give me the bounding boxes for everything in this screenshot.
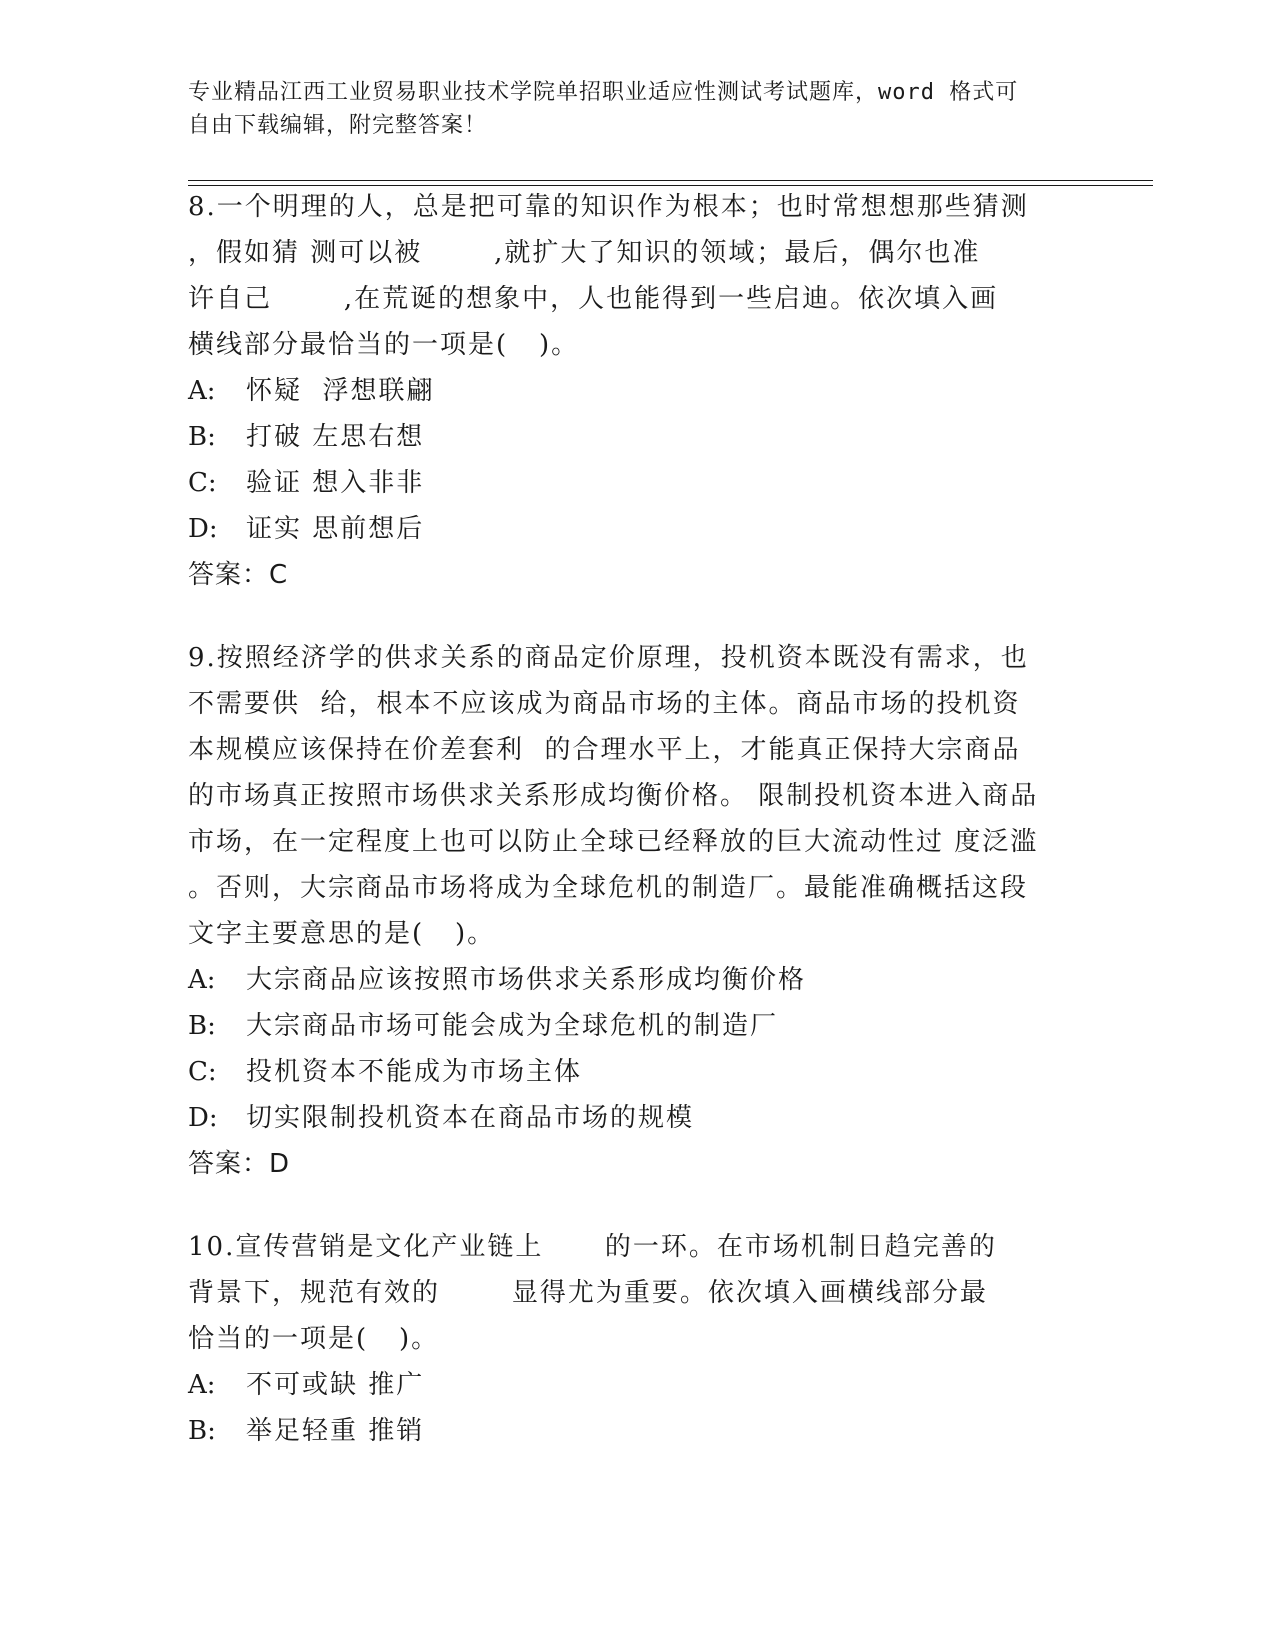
option-text: 切实限制投机资本在商品市场的规模 bbox=[246, 1103, 695, 1133]
option-text: 投机资本不能成为市场主体 bbox=[246, 1057, 583, 1087]
option-text: 大宗商品应该按照市场供求关系形成均衡价格 bbox=[246, 965, 807, 995]
option-a bbox=[188, 368, 1088, 414]
question-text-line: 本规模应该保持在价差套利 的合理水平上，才能真正保持大宗商品 bbox=[188, 735, 1021, 765]
question-text-line: ，假如猜 测可以被 ,就扩大了知识的领域；最后，偶尔也准 bbox=[188, 238, 981, 268]
option-label: A: bbox=[188, 1370, 216, 1400]
question-9 bbox=[188, 635, 1088, 1187]
option-b bbox=[188, 1003, 1088, 1049]
option-c bbox=[188, 460, 1088, 506]
option-b bbox=[188, 1408, 1088, 1454]
question-text-line: 许自己 ,在荒诞的想象中，人也能得到一些启迪。依次填入画 bbox=[188, 284, 999, 314]
option-label: B: bbox=[188, 1416, 216, 1446]
question-text-line: 文字主要意思的是( )。 bbox=[188, 919, 496, 949]
option-label: B: bbox=[188, 1011, 216, 1041]
option-c bbox=[188, 1049, 1088, 1095]
question-text-line: 市场，在一定程度上也可以防止全球已经释放的巨大流动性过 度泛滥 bbox=[188, 827, 1039, 857]
question-text-line: 的市场真正按照市场供求关系形成均衡价格。 限制投机资本进入商品 bbox=[188, 781, 1039, 811]
header-divider-top bbox=[188, 180, 1153, 181]
option-text: 不可或缺 推广 bbox=[246, 1370, 425, 1400]
option-b bbox=[188, 414, 1088, 460]
question-8 bbox=[188, 184, 1088, 598]
option-text: 打破 左思右想 bbox=[246, 422, 425, 452]
answer: 答案：C bbox=[188, 560, 289, 590]
question-10 bbox=[188, 1224, 1088, 1454]
option-label: A: bbox=[188, 376, 216, 406]
option-text: 举足轻重 推销 bbox=[246, 1416, 425, 1446]
question-text-line: 恰当的一项是( )。 bbox=[188, 1324, 440, 1354]
option-label: B: bbox=[188, 422, 216, 452]
page-header bbox=[188, 76, 1068, 142]
option-text: 证实 思前想后 bbox=[246, 514, 425, 544]
question-text-line: 8.一个明理的人，总是把可靠的知识作为根本；也时常想想那些猜测 bbox=[188, 192, 1029, 222]
option-d bbox=[188, 1095, 1088, 1141]
option-label: D: bbox=[188, 1103, 218, 1133]
question-text-line: 9.按照经济学的供求关系的商品定价原理，投机资本既没有需求，也 bbox=[188, 643, 1029, 673]
option-a bbox=[188, 1362, 1088, 1408]
question-text-line: 背景下，规范有效的 显得尤为重要。依次填入画横线部分最 bbox=[188, 1278, 988, 1308]
option-label: C: bbox=[188, 1057, 217, 1087]
question-text-line: 10.宣传营销是文化产业链上 的一环。在市场机制日趋完善的 bbox=[188, 1232, 997, 1262]
option-a bbox=[188, 957, 1088, 1003]
question-text-line: 不需要供 给，根本不应该成为商品市场的主体。商品市场的投机资 bbox=[188, 689, 1021, 719]
option-d bbox=[188, 506, 1088, 552]
question-text-line: 横线部分最恰当的一项是( )。 bbox=[188, 330, 580, 360]
question-text-line: 。否则，大宗商品市场将成为全球危机的制造厂。最能准确概括这段 bbox=[188, 873, 1029, 903]
header-line-1: 专业精品江西工业贸易职业技术学院单招职业适应性测试考试题库，word 格式可 bbox=[188, 80, 1019, 105]
header-line-2: 自由下载编辑，附完整答案！ bbox=[188, 113, 488, 138]
answer: 答案：D bbox=[188, 1149, 291, 1179]
option-text: 验证 想入非非 bbox=[246, 468, 425, 498]
option-text: 大宗商品市场可能会成为全球危机的制造厂 bbox=[246, 1011, 779, 1041]
option-label: D: bbox=[188, 514, 218, 544]
option-label: C: bbox=[188, 468, 217, 498]
option-text: 怀疑 浮想联翩 bbox=[246, 376, 435, 406]
option-label: A: bbox=[188, 965, 216, 995]
